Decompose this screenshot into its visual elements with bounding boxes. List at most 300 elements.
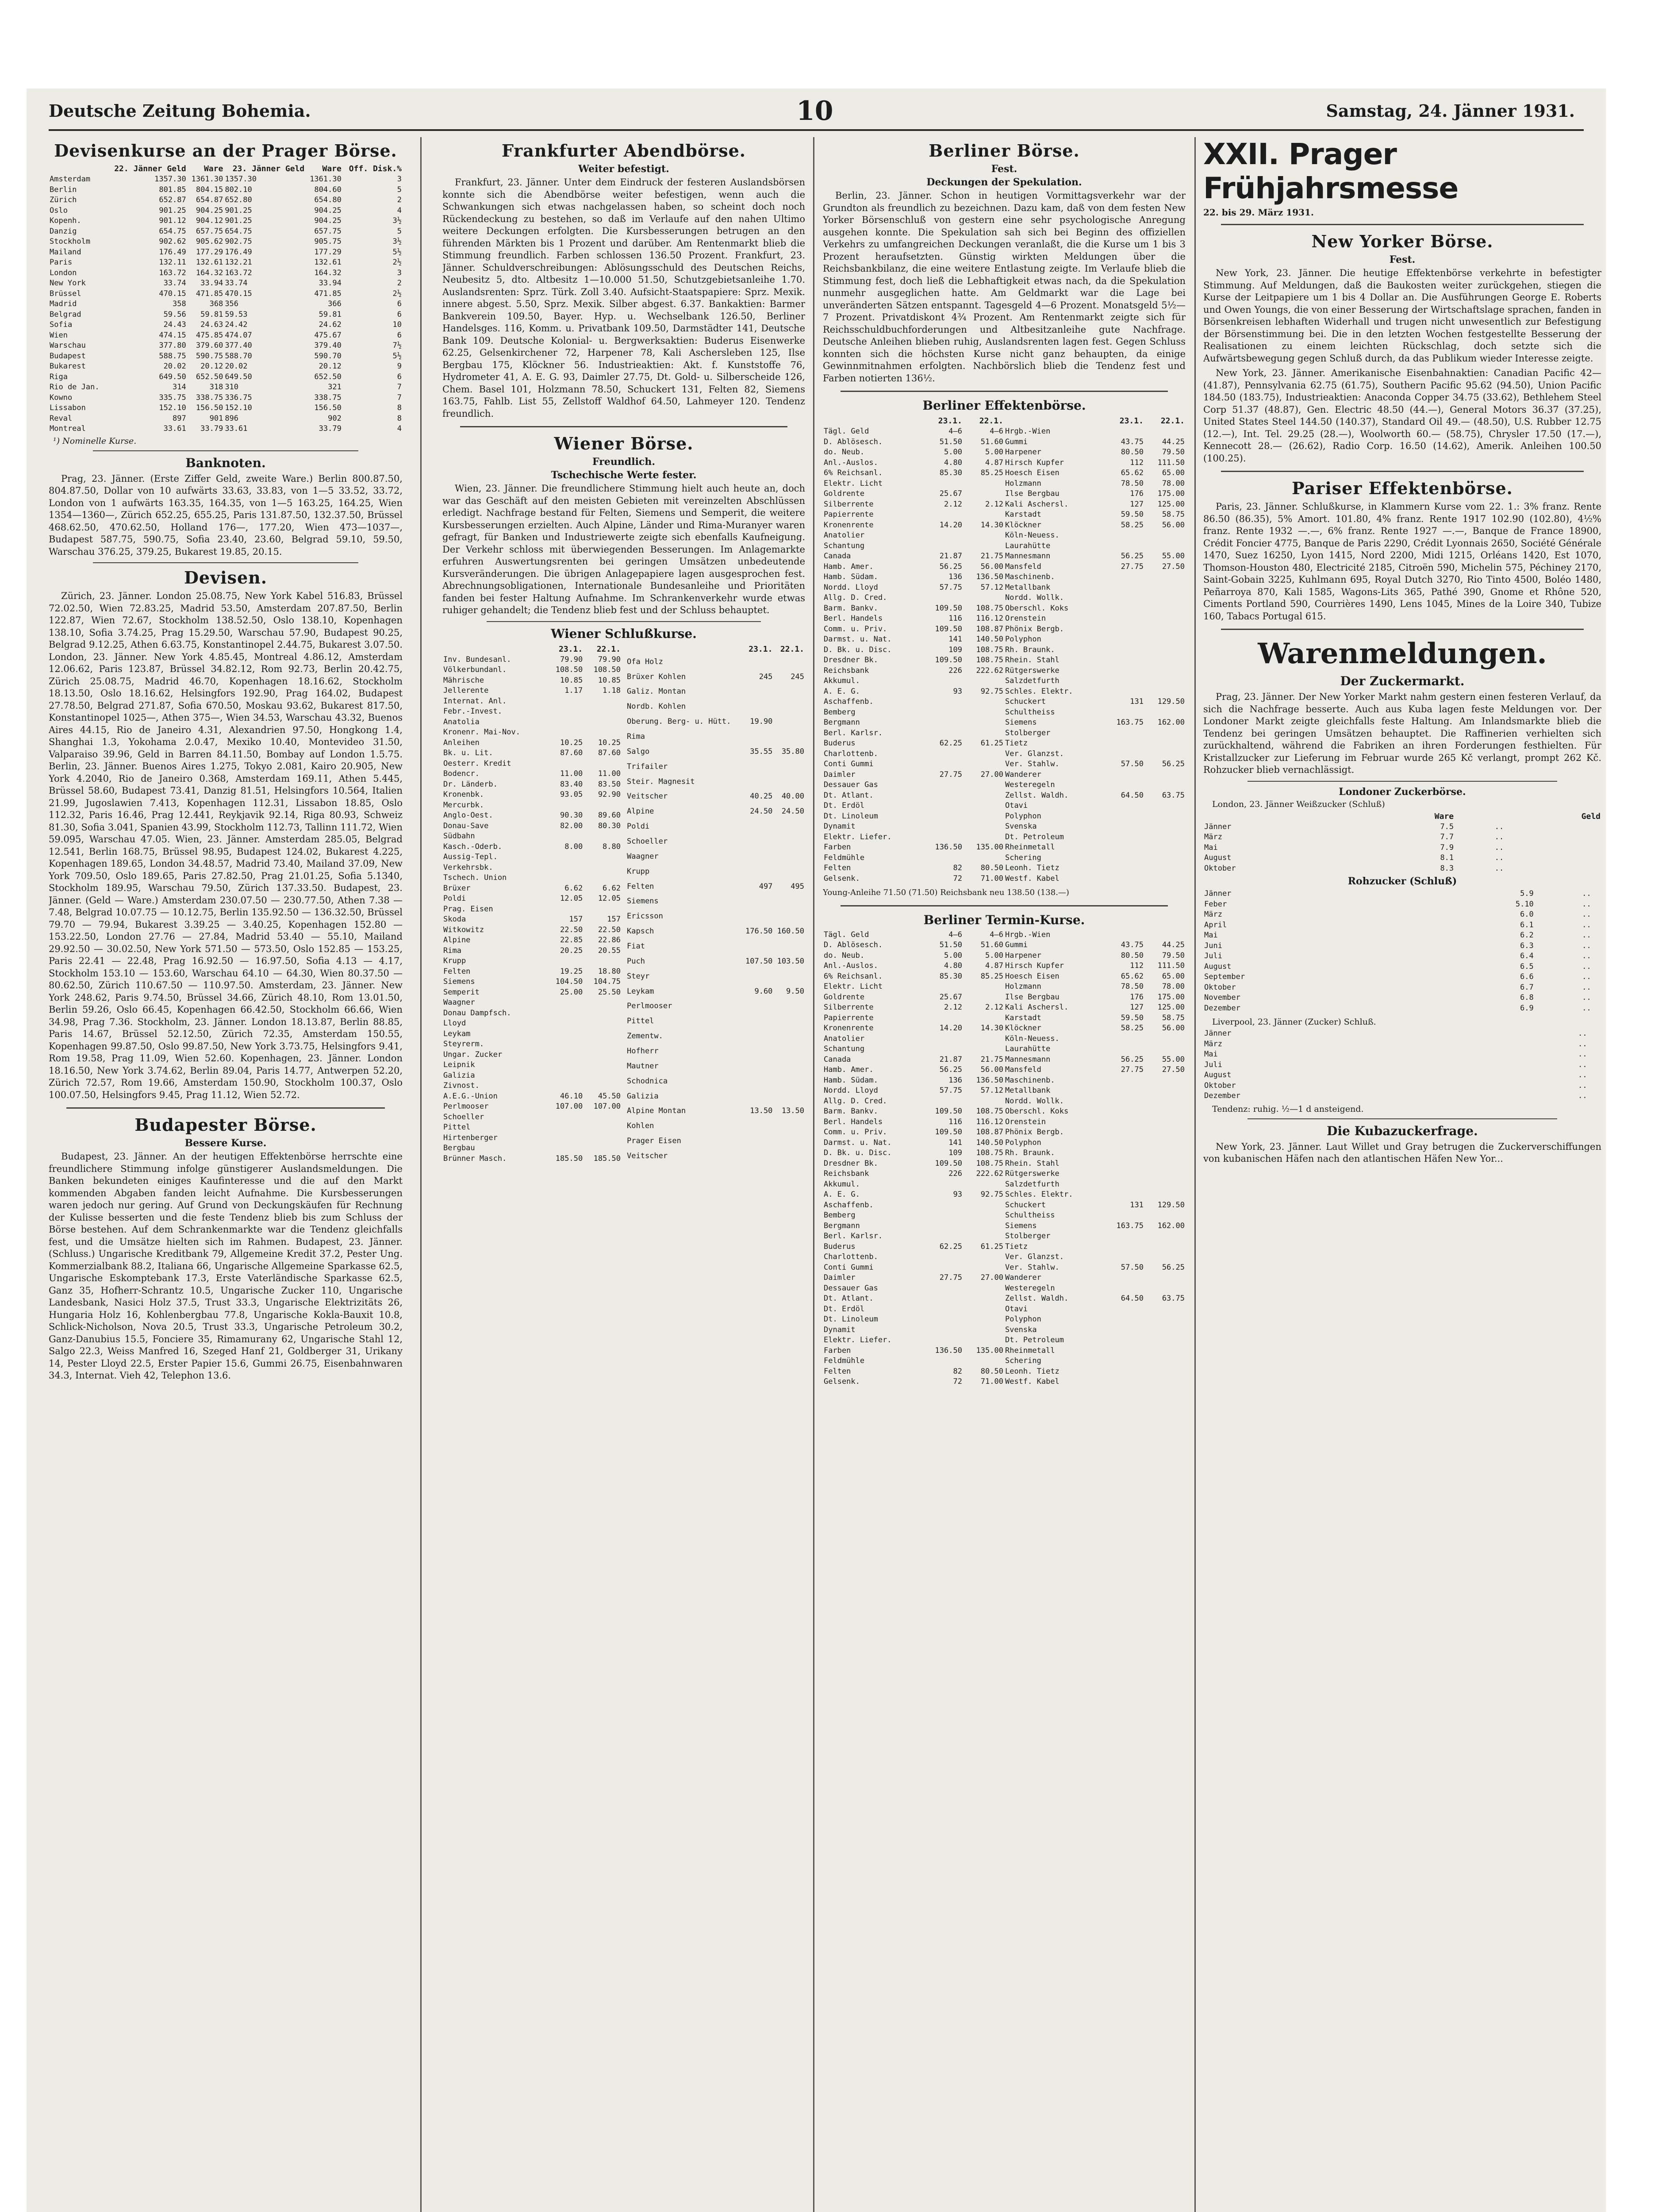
table-row — [1203, 864, 1601, 874]
table-cell: Galiz. Montan — [627, 687, 686, 696]
table-cell: 125.00 — [1157, 1003, 1185, 1012]
table-cell: 20.12 — [200, 362, 223, 371]
table-row — [442, 852, 622, 863]
table-cell: Schles. Elektr. — [1005, 1190, 1073, 1199]
table-row — [49, 299, 403, 310]
table-cell: 65.00 — [1162, 469, 1185, 477]
table-cell: August — [1204, 1071, 1232, 1079]
table-cell — [1592, 962, 1601, 972]
table-row — [823, 738, 1186, 749]
table-row — [442, 1008, 622, 1019]
table-cell — [1103, 811, 1144, 822]
table-cell — [1592, 941, 1601, 952]
table-cell: Elektr. Licht — [824, 982, 883, 991]
table-row — [626, 834, 805, 849]
table-cell — [1144, 603, 1186, 614]
table-cell — [963, 791, 1004, 801]
table-row — [442, 1122, 622, 1133]
budapest-subtitle: Bessere Kurse. — [184, 1137, 267, 1149]
table-row — [49, 372, 403, 383]
table-row — [49, 310, 403, 320]
table-cell: Anl.-Auslos. — [824, 961, 878, 970]
table-cell: Inv. Bundesanl. — [443, 655, 511, 664]
table-cell: .. — [1494, 833, 1504, 841]
table-cell: 13.50 — [781, 1106, 804, 1116]
table-row — [823, 697, 1186, 707]
table-header: 23.1. — [559, 644, 583, 654]
table-cell: 55.00 — [1162, 552, 1185, 561]
table-row — [823, 1055, 1186, 1065]
table-cell — [1588, 1029, 1601, 1039]
table-cell: Holzmann — [1005, 479, 1041, 488]
table-cell: Dezember — [1204, 1003, 1240, 1013]
table-cell: Reval — [50, 414, 73, 423]
table-cell: 901.25 — [225, 206, 252, 215]
table-cell — [773, 834, 805, 849]
table-cell: 56.25 — [939, 562, 962, 571]
table-cell: Nordd. Wollk. — [1005, 593, 1064, 602]
table-row — [823, 614, 1186, 624]
table-row — [49, 268, 403, 279]
table-cell — [1492, 1029, 1505, 1039]
table-cell — [1103, 1138, 1144, 1148]
table-cell: Buderus — [824, 1242, 856, 1251]
table-cell: 27.50 — [1162, 562, 1185, 571]
table-cell: 157 — [569, 915, 583, 924]
table-cell — [742, 1044, 774, 1059]
table-header: Off. Disk.% — [349, 164, 402, 173]
table-cell: Nordd. Wollk. — [1005, 1096, 1064, 1106]
table-cell: 92.90 — [598, 790, 621, 799]
table-cell — [1492, 1039, 1505, 1050]
table-cell: Belgrad — [50, 310, 81, 319]
table-cell — [963, 982, 1004, 992]
table-row — [626, 984, 805, 999]
divider — [841, 391, 1168, 392]
table-cell — [1588, 1049, 1601, 1060]
table-cell — [1103, 822, 1144, 832]
table-cell: 245 — [791, 672, 804, 681]
table-cell: 156.50 — [196, 403, 223, 412]
table-cell: 310 — [225, 383, 239, 392]
table-cell — [545, 1133, 583, 1144]
table-cell — [773, 894, 805, 909]
table-cell: 108.87 — [976, 1128, 1003, 1137]
table-row — [442, 800, 622, 811]
table-cell — [1144, 842, 1186, 853]
table-cell: 1361.30 — [310, 175, 342, 184]
table-cell: 497 — [759, 882, 773, 891]
table-cell: Oesterr. Kredit — [443, 759, 511, 768]
table-cell — [1144, 1086, 1186, 1096]
table-cell — [1103, 645, 1144, 656]
table-cell: 1357.30 — [154, 175, 186, 184]
table-cell: Rheinmetall — [1005, 1346, 1055, 1355]
table-cell: 185.50 — [593, 1154, 621, 1163]
table-cell: 127 — [1130, 1003, 1144, 1012]
table-cell: Schles. Elektr. — [1005, 687, 1073, 696]
table-header — [442, 644, 545, 655]
table-row — [442, 1050, 622, 1060]
table-row — [626, 1104, 805, 1119]
table-cell — [773, 999, 805, 1014]
table-cell: 657.75 — [314, 227, 342, 236]
table-cell: 25.50 — [598, 987, 621, 997]
table-cell — [1103, 801, 1144, 811]
table-cell: 104.50 — [555, 977, 583, 986]
table-cell: Berlin — [50, 185, 77, 194]
table-cell — [922, 853, 963, 864]
table-row — [823, 1314, 1186, 1325]
table-cell: 14.30 — [980, 520, 1003, 530]
table-cell: 56.25 — [1121, 552, 1144, 561]
table-cell — [742, 730, 774, 745]
table-row — [823, 1013, 1186, 1024]
zucker-text: Prag, 23. Jänner. Der New Yorker Markt nahm gestern einen festeren Verlauf, da sich die Nachfrage besserte. Auch aus Kuba lagen feste Meldungen vor. Der Londoner Markt zeigte gleichfalls feste Haltung. Am Inlandsmarkte blieb die Tendenz bei geringen Umsätzen behauptet. Die Raffinerien verhielten sich zurückhaltend, während die Fabriken an ihren Forderungen festhielten. Für Kristallzucker zur Lieferung im Februar wurde 265 Kč verlangt, prompt 262 Kč. Rohzucker blieb vernachlässigt. — [1203, 691, 1601, 775]
table-cell: Mai — [1204, 843, 1218, 852]
table-cell: Riga — [50, 372, 68, 381]
table-cell: Karstadt — [1005, 510, 1041, 519]
table-row — [1203, 962, 1601, 972]
table-row — [823, 972, 1186, 982]
table-cell: Budapest — [50, 351, 86, 361]
table-cell — [922, 1294, 963, 1304]
table-cell: 471.85 — [314, 289, 342, 298]
table-cell: Maschinenb. — [1005, 572, 1055, 581]
table-row — [442, 676, 622, 686]
table-cell: Anleihen — [443, 738, 480, 747]
table-cell: 3½ — [392, 216, 402, 225]
messe-banner: XXII. Prager Frühjahrsmesse — [1203, 137, 1459, 205]
table-cell — [1103, 1335, 1144, 1346]
table-cell — [963, 1179, 1004, 1190]
table-cell: Poldi — [443, 894, 466, 903]
table-cell: Kronenrente — [824, 520, 874, 530]
table-cell: 62.25 — [939, 1242, 962, 1251]
table-cell: 652.87 — [159, 196, 186, 204]
table-cell — [583, 1018, 622, 1029]
table-cell: 56.25 — [939, 1065, 962, 1074]
table-row — [49, 185, 403, 196]
table-cell: März — [1204, 1039, 1222, 1048]
table-cell — [773, 1089, 805, 1104]
table-row — [1203, 993, 1601, 1003]
table-cell — [1103, 1314, 1144, 1325]
table-cell: Dt. Petroleum — [1005, 832, 1064, 841]
table-row — [626, 655, 805, 670]
table-cell: Pittel — [627, 1017, 654, 1026]
table-cell — [1144, 687, 1186, 697]
table-cell — [1144, 1117, 1186, 1128]
table-cell — [922, 676, 963, 687]
table-cell: 1357.30 — [225, 175, 257, 184]
newyork-title: New Yorker Börse. — [1311, 231, 1493, 251]
table-cell: 108.75 — [976, 656, 1003, 664]
kuba-title: Die Kubazuckerfrage. — [1327, 1123, 1478, 1138]
table-cell: 135.00 — [976, 1346, 1003, 1355]
table-header: Ware — [322, 164, 342, 173]
table-cell: Hirtenberger — [443, 1133, 498, 1142]
table-cell: 6 — [397, 300, 402, 308]
table-cell: A. E. G. — [824, 1190, 860, 1199]
table-cell: 57.12 — [980, 1086, 1003, 1095]
table-cell — [583, 1143, 622, 1154]
table-cell — [583, 1112, 622, 1123]
table-cell: .. — [1578, 1050, 1587, 1059]
table-cell: 135.00 — [976, 843, 1003, 852]
table-cell: 1361.30 — [191, 175, 223, 184]
page-number: 10 — [796, 96, 833, 127]
table-cell — [1144, 1242, 1186, 1252]
table-cell: Donau Dampfsch. — [443, 1008, 511, 1018]
table-cell: Dt. Petroleum — [1005, 1336, 1064, 1344]
table-cell — [922, 728, 963, 739]
table-cell — [1103, 1252, 1144, 1263]
table-cell — [742, 774, 774, 789]
table-cell: 470.15 — [225, 289, 252, 298]
table-cell — [545, 998, 583, 1008]
table-cell — [742, 684, 774, 699]
table-cell — [963, 1283, 1004, 1294]
table-row — [442, 842, 622, 853]
table-row — [442, 717, 622, 728]
table-cell: .. — [1582, 899, 1591, 909]
table-cell — [1144, 832, 1186, 843]
table-cell — [922, 718, 963, 728]
table-cell: Bergbau — [443, 1144, 475, 1152]
table-cell — [922, 1304, 963, 1315]
table-cell — [1592, 910, 1601, 920]
table-cell: Polyphon — [1005, 635, 1041, 644]
table-cell: Orenstein — [1005, 614, 1046, 623]
table-cell: Madrid — [50, 300, 77, 308]
table-cell — [1144, 1356, 1186, 1367]
table-cell — [963, 697, 1004, 707]
table-cell — [1492, 1081, 1505, 1091]
table-cell: 175.00 — [1157, 489, 1185, 498]
table-cell — [1505, 822, 1601, 833]
table-cell — [742, 1014, 774, 1029]
table-row — [626, 1074, 805, 1089]
table-row — [442, 727, 622, 738]
table-cell — [1144, 624, 1186, 635]
divider — [1248, 781, 1557, 782]
table-cell: 5½ — [392, 351, 402, 361]
table-row — [823, 1117, 1186, 1128]
table-cell: Dessauer Gas — [824, 780, 878, 789]
table-cell — [773, 849, 805, 864]
table-cell: 336.75 — [225, 393, 252, 402]
table-cell: Otavi — [1005, 801, 1028, 810]
devisenkurse-title: Devisenkurse an der Prager Börse. — [54, 141, 397, 161]
table-cell: 109.50 — [935, 1128, 962, 1137]
table-cell — [773, 1074, 805, 1089]
table-cell: Prag. Eisen — [443, 904, 493, 914]
table-cell — [1505, 853, 1601, 864]
table-cell: Nordd. Lloyd — [824, 1086, 878, 1095]
table-cell — [1144, 1304, 1186, 1315]
table-cell: Galizia — [443, 1071, 475, 1080]
table-cell: Felten — [824, 864, 851, 872]
table-cell: 902.62 — [159, 237, 186, 246]
table-cell: Feber — [1204, 899, 1227, 909]
table-cell: Schantung — [824, 1045, 865, 1053]
table-row — [823, 982, 1186, 992]
table-cell — [742, 1119, 774, 1134]
table-cell: 51.50 — [939, 437, 962, 446]
table-cell: 27.00 — [980, 1273, 1003, 1282]
table-cell: 111.50 — [1157, 961, 1185, 970]
table-cell: Kowno — [50, 393, 73, 402]
table-header: 23. Jänner Geld — [232, 164, 305, 173]
table-cell: 8.3 — [1440, 864, 1454, 873]
table-row — [823, 499, 1186, 510]
table-cell: Skoda — [443, 915, 466, 924]
table-cell: Tietz — [1005, 739, 1028, 748]
table-cell: Stockholm — [50, 237, 91, 246]
table-cell: Otavi — [1005, 1304, 1028, 1313]
table-cell: 6.3 — [1520, 941, 1534, 950]
table-cell — [1144, 853, 1186, 864]
table-cell: Hamb. Amer. — [824, 562, 874, 571]
table-cell: 176 — [1130, 992, 1144, 1002]
table-cell: 588.70 — [225, 351, 252, 361]
table-cell — [922, 1283, 963, 1294]
table-cell — [1103, 1169, 1144, 1179]
table-cell: 132.11 — [159, 258, 186, 267]
table-row — [823, 1346, 1186, 1356]
table-cell — [773, 1119, 805, 1134]
table-cell: Steyr — [627, 972, 650, 981]
table-row — [823, 940, 1186, 951]
table-row — [823, 718, 1186, 728]
table-cell — [1144, 930, 1186, 941]
table-cell: Bemberg — [824, 1211, 856, 1220]
table-cell: Tägl. Geld — [824, 930, 869, 939]
table-header — [1004, 415, 1103, 426]
table-row — [823, 1127, 1186, 1138]
table-cell: Dt. Linoleum — [824, 811, 878, 821]
table-cell: 9 — [397, 362, 402, 371]
table-cell: 112 — [1130, 961, 1144, 970]
table-cell: 474.15 — [159, 330, 186, 340]
table-cell — [963, 1210, 1004, 1221]
table-row — [626, 864, 805, 879]
table-cell: 6.9 — [1520, 1003, 1534, 1013]
table-cell — [922, 811, 963, 822]
table-cell: Zürich — [50, 196, 77, 204]
table-row — [49, 351, 403, 362]
effektenboerse-table — [823, 415, 1186, 884]
table-cell: Maschinenb. — [1005, 1075, 1055, 1085]
table-header — [823, 415, 922, 426]
table-cell — [963, 1314, 1004, 1325]
table-cell — [773, 1014, 805, 1029]
table-row — [626, 849, 805, 864]
table-cell: Febr.-Invest. — [443, 707, 503, 716]
table-cell: Silberrente — [824, 499, 874, 509]
table-row — [1203, 983, 1601, 993]
table-cell: 475.85 — [196, 330, 223, 340]
table-row — [823, 447, 1186, 458]
table-cell — [1103, 614, 1144, 624]
table-cell: 104.75 — [593, 977, 621, 986]
table-cell: 78.50 — [1121, 982, 1144, 991]
table-row — [1203, 972, 1601, 983]
newyork-text: New York, 23. Jänner. Die heutige Effektenbörse verkehrte in befestigter Stimmung. Auf Meldungen, daß die Baukosten weiter zurückgehen, stiegen die Kurse der Leitpapiere um 1 bis 4 Dollar an. Die Ausführungen George E. Roberts und Owen Youngs, die von einer Besserung der Wirtschaftslage sprachen, fanden in Börsenkreisen lebhaften Widerhall und trugen nicht unwesentlich zur Befestigung der Börsenstimmung bei. Die in den letzten Wochen festgestellte Besserung der Realisationen zu einem leichten Rückschlag, doch setzte sich die Aufwärtsbewegung gegen Schluß durch, da das Publikum wieder Interesse zeigte. — [1203, 268, 1601, 364]
table-cell: Lissabon — [50, 403, 86, 412]
table-cell — [773, 864, 805, 879]
table-cell: Dezember — [1204, 1091, 1240, 1100]
table-cell: 92.75 — [980, 1190, 1003, 1199]
table-cell — [583, 956, 622, 967]
table-cell: 51.50 — [939, 941, 962, 949]
table-cell: 226 — [948, 1169, 962, 1178]
table-cell — [545, 759, 583, 769]
table-cell — [742, 819, 774, 834]
table-cell: Conti Gummi — [824, 760, 874, 768]
table-cell: Schultheiss — [1005, 1211, 1055, 1220]
table-cell: Salzdetfurth — [1005, 676, 1059, 685]
table-cell: Mährische — [443, 676, 484, 685]
table-cell: 14.20 — [939, 520, 962, 530]
table-cell: 474.07 — [225, 330, 252, 340]
table-row — [442, 894, 622, 904]
table-row — [626, 879, 805, 894]
table-row — [823, 687, 1186, 697]
divider — [93, 562, 358, 563]
table-cell: 654.75 — [159, 227, 186, 236]
table-cell — [1592, 951, 1601, 962]
table-row — [626, 1014, 805, 1029]
table-cell: 904.25 — [196, 206, 223, 215]
table-cell — [773, 1134, 805, 1149]
table-cell: Steyrerm. — [443, 1040, 484, 1048]
table-cell: Krupp — [443, 956, 466, 965]
table-cell: Verkehrsbk. — [443, 863, 493, 872]
table-cell: 321 — [328, 383, 342, 392]
table-row — [823, 572, 1186, 583]
table-cell: 85.30 — [939, 972, 962, 981]
table-cell — [1103, 593, 1144, 603]
table-row — [442, 790, 622, 800]
table-cell: 45.50 — [598, 1091, 621, 1101]
table-cell: .. — [1578, 1039, 1587, 1048]
table-cell: Harpener — [1005, 448, 1041, 457]
table-row — [626, 774, 805, 789]
table-cell: 6.5 — [1520, 962, 1534, 971]
table-cell — [773, 1044, 805, 1059]
table-cell — [1144, 530, 1186, 541]
table-cell: 657.75 — [196, 227, 223, 236]
table-row — [626, 1029, 805, 1044]
table-cell: 125.00 — [1157, 499, 1185, 509]
table-cell — [1144, 1314, 1186, 1325]
table-cell: Leipnik — [443, 1060, 475, 1069]
table-row — [823, 479, 1186, 489]
table-cell — [1103, 1273, 1144, 1283]
table-cell: 163.75 — [1116, 1221, 1144, 1230]
table-cell: 904.25 — [314, 216, 342, 225]
table-row — [442, 956, 622, 967]
table-cell — [963, 759, 1004, 770]
table-cell — [922, 1200, 963, 1211]
table-cell: 90.30 — [560, 811, 583, 820]
table-cell: 107.00 — [593, 1102, 621, 1111]
table-cell: Kohlen — [627, 1121, 654, 1131]
table-row — [626, 760, 805, 775]
table-cell — [1144, 1159, 1186, 1169]
